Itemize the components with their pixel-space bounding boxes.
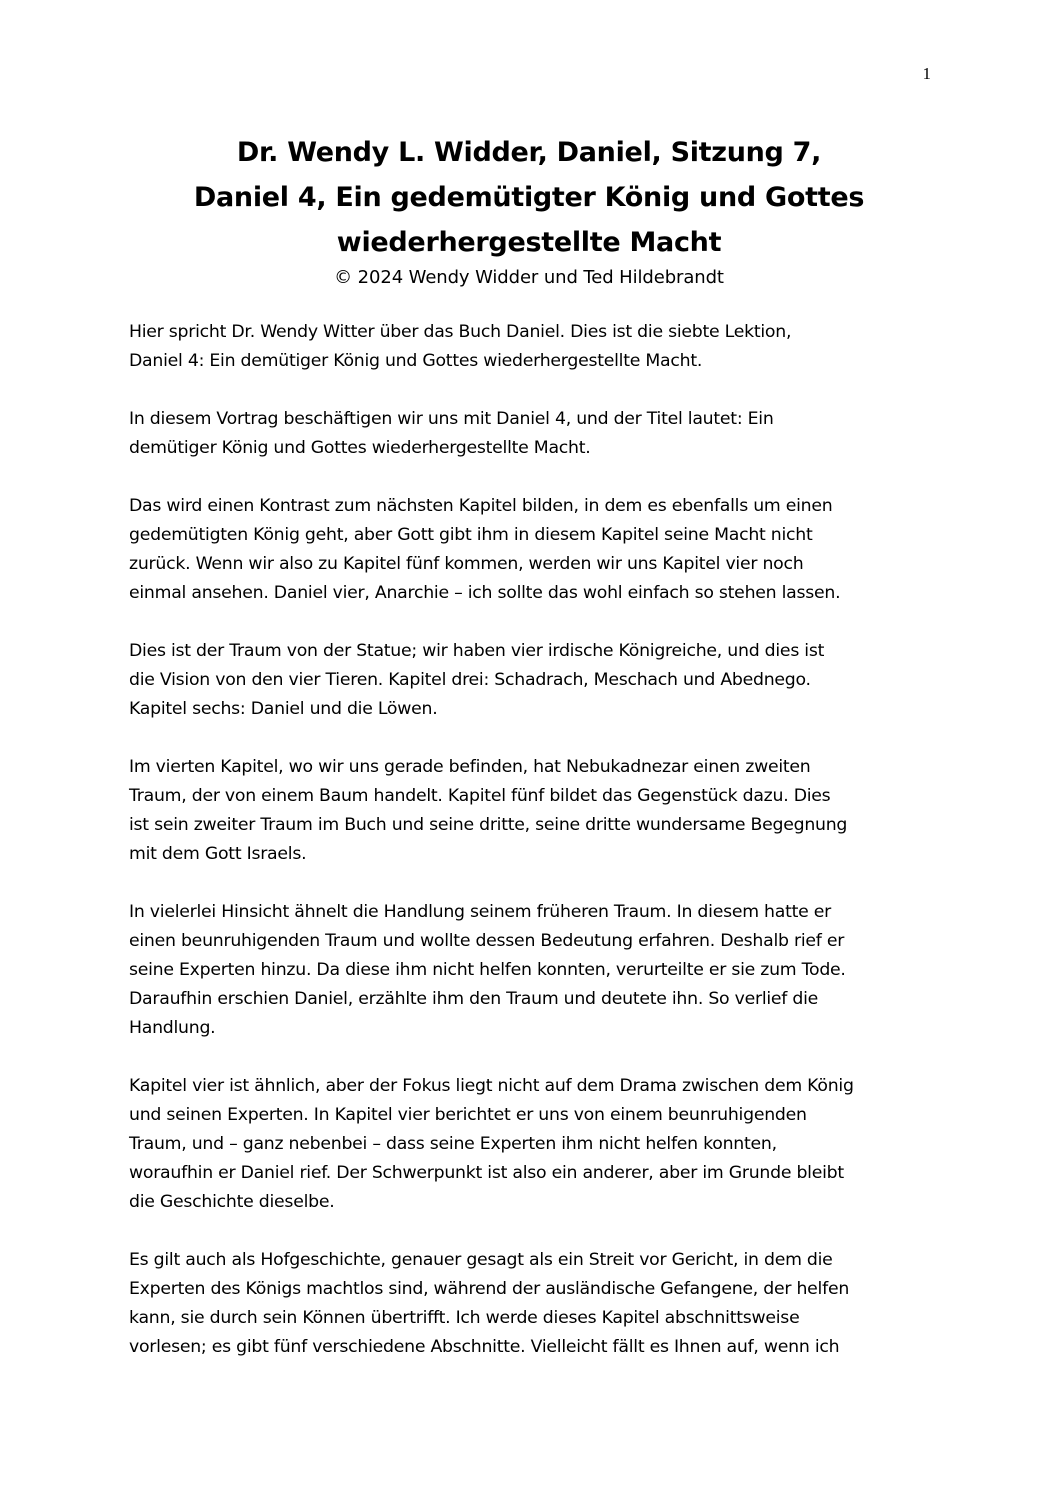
paragraph-line: einen beunruhigenden Traum und wollte dessen Bedeutung erfahren. Deshalb rief er (129, 931, 845, 951)
document-body (129, 318, 934, 1391)
paragraph-line: gedemütigten König geht, aber Gott gibt ihm in diesem Kapitel seine Macht nicht (129, 525, 813, 545)
paragraph-line: Kapitel sechs: Daniel und die Löwen. (129, 699, 438, 719)
title-line: Daniel 4, Ein gedemütigter König und Gottes (193, 182, 865, 213)
paragraph-line: und seinen Experten. In Kapitel vier berichtet er uns von einem beunruhigenden (129, 1105, 807, 1125)
paragraph (129, 898, 934, 1043)
paragraph-line: Daniel 4: Ein demütiger König und Gottes wiederhergestellte Macht. (129, 351, 703, 371)
title-line: wiederhergestellte Macht (336, 227, 722, 258)
document-header (0, 130, 1058, 292)
paragraph-line: Daraufhin erschien Daniel, erzählte ihm den Traum und deutete ihn. So verlief die (129, 989, 819, 1009)
paragraph (129, 1246, 934, 1362)
paragraph-line: kann, sie durch sein Können übertrifft. Ich werde dieses Kapitel abschnittsweise (129, 1308, 800, 1328)
paragraph-line: Handlung. (129, 1018, 216, 1038)
paragraph-line: vorlesen; es gibt fünf verschiedene Abschnitte. Vielleicht fällt es Ihnen auf, wenn ich (129, 1337, 840, 1357)
paragraph-line: Hier spricht Dr. Wendy Witter über das Buch Daniel. Dies ist die siebte Lektion, (129, 322, 792, 342)
paragraph (129, 318, 934, 376)
paragraph-line: Es gilt auch als Hofgeschichte, genauer gesagt als ein Streit vor Gericht, in dem die (129, 1250, 833, 1270)
paragraph-line: woraufhin er Daniel rief. Der Schwerpunkt ist also ein anderer, aber im Grunde bleibt (129, 1163, 844, 1183)
paragraph-line: Das wird einen Kontrast zum nächsten Kapitel bilden, in dem es ebenfalls um einen (129, 496, 833, 516)
paragraph-line: Traum, und – ganz nebenbei – dass seine Experten ihm nicht helfen konnten, (129, 1134, 777, 1154)
paragraph-line: In diesem Vortrag beschäftigen wir uns mit Daniel 4, und der Titel lautet: Ein (129, 409, 774, 429)
paragraph-line: demütiger König und Gottes wiederhergestellte Macht. (129, 438, 591, 458)
title-line: Dr. Wendy L. Widder, Daniel, Sitzung 7, (236, 137, 822, 168)
paragraph-line: ist sein zweiter Traum im Buch und seine dritte, seine dritte wundersame Begegnung (129, 815, 848, 835)
paragraph-line: zurück. Wenn wir also zu Kapitel fünf kommen, werden wir uns Kapitel vier noch (129, 554, 804, 574)
paragraph-line: seine Experten hinzu. Da diese ihm nicht helfen konnten, verurteilte er sie zum Tode. (129, 960, 846, 980)
paragraph-line: Traum, der von einem Baum handelt. Kapitel fünf bildet das Gegenstück dazu. Dies (129, 786, 831, 806)
paragraph-line: Dies ist der Traum von der Statue; wir haben vier irdische Königreiche, und dies ist (129, 641, 825, 661)
page-number: 1 (922, 64, 931, 83)
paragraph-line: die Vision von den vier Tieren. Kapitel drei: Schadrach, Meschach und Abednego. (129, 670, 811, 690)
copyright-notice: © 2024 Wendy Widder und Ted Hildebrandt (334, 267, 724, 288)
paragraph-line: In vielerlei Hinsicht ähnelt die Handlung seinem früheren Traum. In diesem hatte er (129, 902, 831, 922)
paragraph-line: einmal ansehen. Daniel vier, Anarchie – ich sollte das wohl einfach so stehen lassen. (129, 583, 841, 603)
paragraph (129, 492, 934, 608)
paragraph (129, 1072, 934, 1217)
paragraph-line: mit dem Gott Israels. (129, 844, 307, 864)
paragraph (129, 637, 934, 724)
paragraph (129, 753, 934, 869)
paragraph-line: Kapitel vier ist ähnlich, aber der Fokus liegt nicht auf dem Drama zwischen dem König (129, 1076, 854, 1096)
paragraph-line: Im vierten Kapitel, wo wir uns gerade befinden, hat Nebukadnezar einen zweiten (129, 757, 811, 777)
paragraph (129, 405, 934, 463)
paragraph-line: die Geschichte dieselbe. (129, 1192, 335, 1212)
paragraph-line: Experten des Königs machtlos sind, während der ausländische Gefangene, der helfen (129, 1279, 850, 1299)
